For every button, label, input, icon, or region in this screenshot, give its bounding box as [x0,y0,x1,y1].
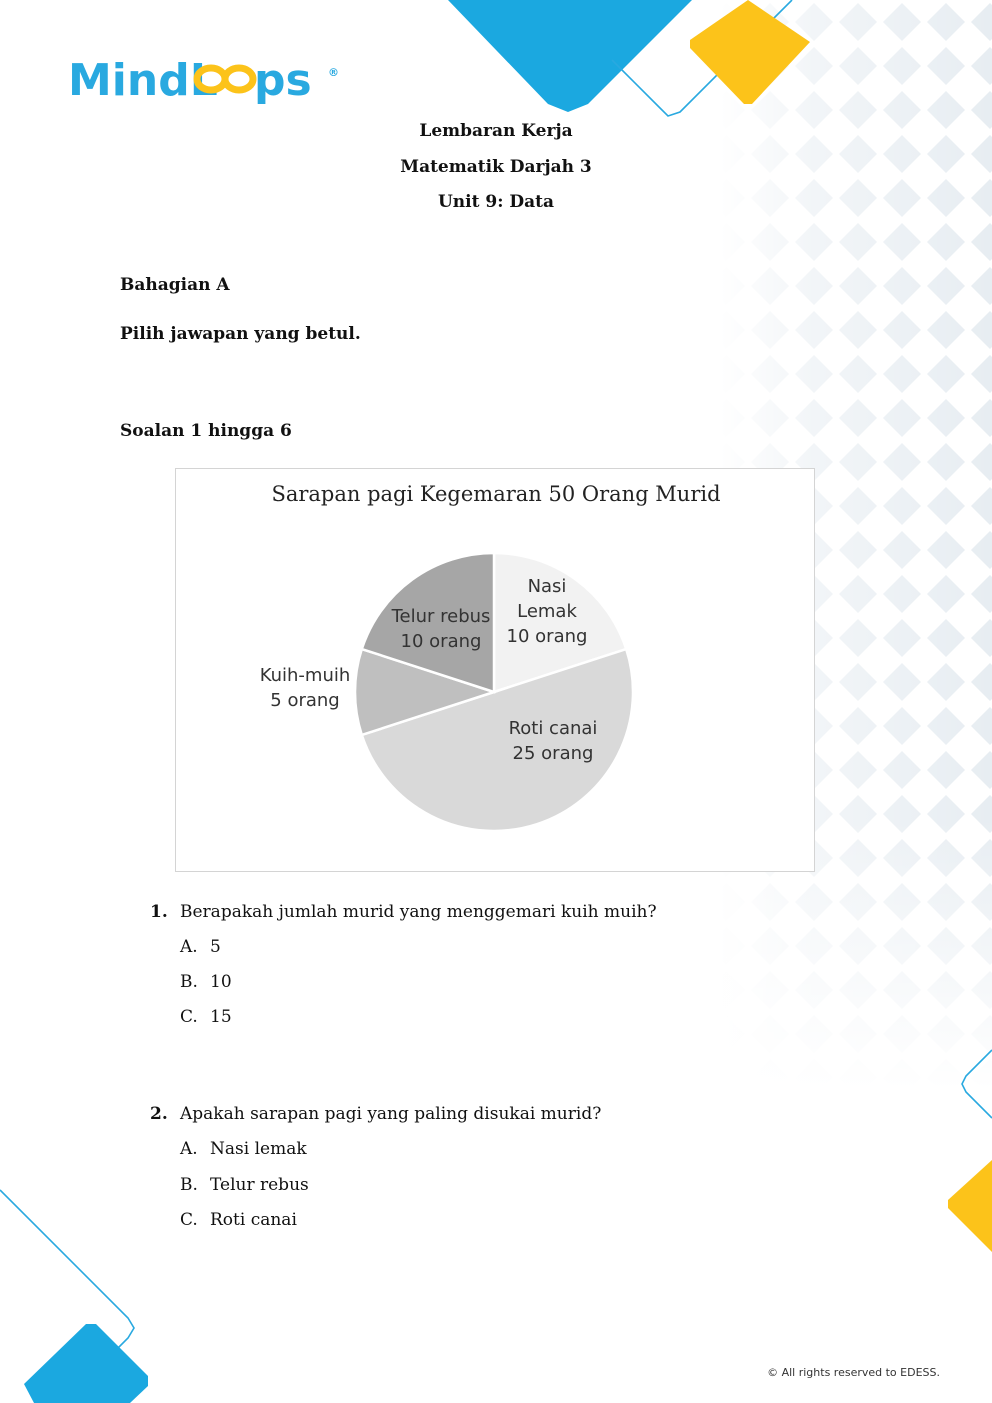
question-number: 1. [150,902,168,922]
question-2 [150,1104,601,1124]
question-1 [150,902,657,922]
chart-title: Sarapan pagi Kegemaran 50 Orang Murid [271,482,721,506]
question-text: Apakah sarapan pagi yang paling disukai murid? [180,1104,602,1124]
question-1-option-c[interactable] [180,1007,232,1027]
option-letter: A. [180,937,198,957]
option-letter: C. [180,1210,198,1230]
option-letter: B. [180,972,198,992]
question-2-option-a[interactable] [180,1139,307,1159]
copyright-footer: © All rights reserved to EDESS. [767,1366,940,1379]
logo-text-right: ps [254,55,312,106]
pie-slice-label: Telur rebus 10 orang [391,606,491,652]
option-letter: B. [180,1175,198,1195]
worksheet-title: Lembaran Kerja [419,121,573,141]
outline-shape-bottom [0,1190,134,1354]
pie-slice-label: Roti canai 25 orang [508,718,598,764]
option-text: Telur rebus [210,1175,309,1195]
instruction-text: Pilih jawapan yang betul. [120,324,361,344]
yellow-diamond-shape-right [948,1160,992,1252]
question-2-option-c[interactable] [180,1210,297,1230]
question-range-heading: Soalan 1 hingga 6 [120,421,292,441]
pie-chart [175,468,815,872]
mindloops-logo [68,52,348,112]
question-text: Berapakah jumlah murid yang menggemari kuih muih? [180,902,657,922]
question-2-option-b[interactable] [180,1175,309,1195]
question-number: 2. [150,1104,168,1124]
question-1-option-a[interactable] [180,937,221,957]
option-text: 5 [210,937,221,957]
option-text: 10 [210,972,232,992]
blue-diamond-shape [448,0,692,112]
registered-mark: ® [328,66,339,79]
question-1-option-b[interactable] [180,972,232,992]
option-text: 15 [210,1007,232,1027]
option-text: Roti canai [210,1210,297,1230]
unit-title: Unit 9: Data [437,192,555,212]
option-letter: A. [180,1139,198,1159]
option-letter: C. [180,1007,198,1027]
section-part-heading: Bahagian A [120,275,230,295]
subject-title: Matematik Darjah 3 [400,157,592,177]
pie-slice-label: Nasi Lemak 10 orang [506,576,588,647]
logo-text-left: MindL [68,55,218,106]
option-text: Nasi lemak [210,1139,307,1159]
pie-slice-label: Kuih-muih 5 orang [259,665,351,711]
